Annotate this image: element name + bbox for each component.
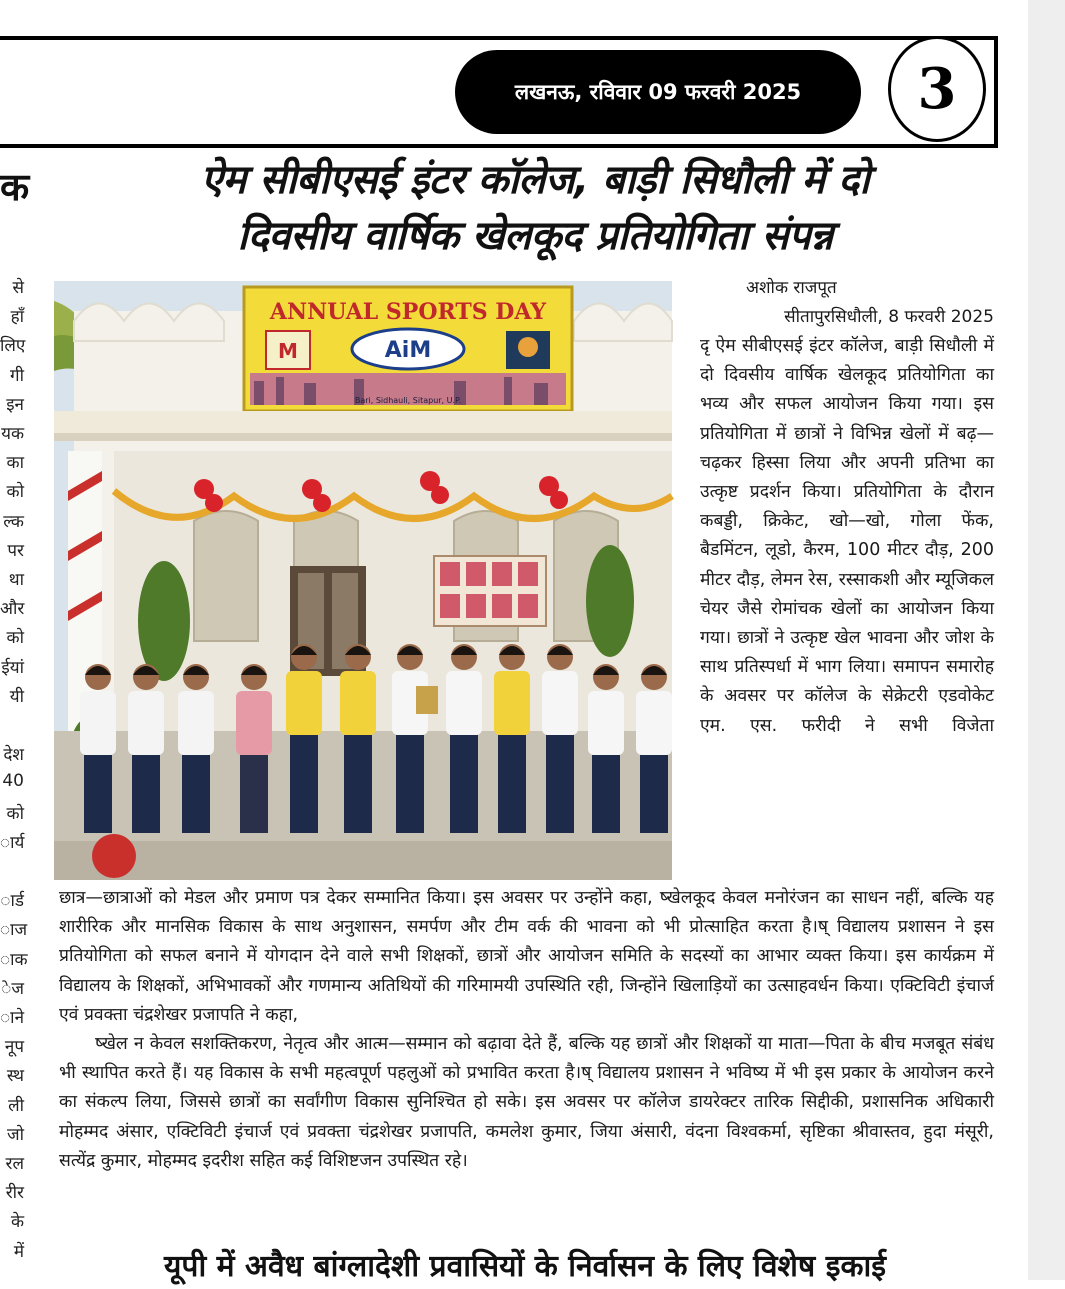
- adjacent-column-fragment: ार्य: [0, 832, 25, 853]
- masthead-date: लखनऊ, रविवार 09 फरवरी 2025: [455, 50, 861, 134]
- article-byline: अशोक राजपूत: [746, 278, 837, 298]
- adjacent-column-fragment: ईयां: [1, 657, 24, 678]
- masthead-rule-right: [994, 36, 998, 148]
- adjacent-column-fragment: को: [6, 482, 24, 503]
- article-photo: [54, 281, 672, 880]
- adjacent-column-fragment: के: [10, 1212, 24, 1233]
- adjacent-column-fragment: हाँ: [10, 307, 24, 328]
- adjacent-column-fragment: देश: [3, 745, 24, 766]
- adjacent-column-fragment: में: [13, 1241, 24, 1262]
- adjacent-column-fragment: लिए: [0, 336, 26, 357]
- adjacent-column-fragment: जो: [6, 1124, 24, 1145]
- adjacent-column-fragment: था: [8, 570, 24, 590]
- adjacent-column-fragment: यक: [1, 424, 24, 444]
- adjacent-column-fragment: ाज: [0, 920, 28, 941]
- article-dateline: सीतापुरसिधौली, 8 फरवरी 2025: [784, 307, 994, 327]
- adjacent-column-fragment: नूप: [4, 1037, 24, 1058]
- banner-address: Bari, Sidhauli, Sitapur, U.P.: [354, 396, 462, 405]
- adjacent-column-fragment: से: [12, 278, 24, 298]
- adjacent-column-fragment: 40: [2, 771, 24, 792]
- article-side-text: दृ ऐम सीबीएसई इंटर कॉलेज, बाड़ी सिधौली में दो दिवसीय वार्षिक खेलकूद प्रतियोगिता का भव्य और सफल आयोजन किया गया। इस प्रतियोगिता में छात्रों ने विभिन्न खेलों में बढ़—चढ़कर हिस्सा लिया और अपनी प्रतिभा का उत्कृष्ट प्रदर्शन किया। प्रतियोगिता के दौरान कबड्डी, क्रिकेट, खो—खो, गोला फेंक, बैडमिंटन, लूडो, कैरम, 100 मीटर दौड़, 200 मीटर दौड़, लेमन रेस, रस्साकशी और म्यूजिकल चेयर जैसे रोमांचक खेलों का आयोजन किया गया। छात्रों ने उत्कृष्ट खेल भावना और जोश के साथ प्रतिस्पर्धा में भाग लिया। समापन समारोह के अवसर पर कॉलेज के सेक्रेटरी एडवोकेट एम. एस. फरीदी ने सभी विजेता: [700, 336, 994, 736]
- masthead-rule-top: [0, 36, 998, 40]
- adjacent-column-fragment: रल: [5, 1154, 24, 1174]
- adjacent-column-fragment: और: [0, 599, 25, 620]
- article-paragraph-2: ष्खेल न केवल सशक्तिकरण, नेतृत्व और आत्म—सम्मान को बढ़ावा देते हैं, बल्कि यह छात्रों और शिक्षकों या माता—पिता के बीच मजबूत संबंध भी स्थापित करते हैं। यह विकास के सभी महत्वपूर्ण पहलुओं को प्रभावित करता है।ष् विद्यालय प्रशासन ने भविष्य में भी इस प्रकार के आयोजन करने का संकल्प लिया, जिससे छात्रों का सर्वांगीण विकास सुनिश्चित हो सके। इस अवसर पर कॉलेज डायरेक्टर तारिक सिद्दीकी, प्रशासनिक अधिकारी मोहम्मद अंसार, एक्टिविटी इंचार्ज एवं प्रवक्ता चंद्रशेखर प्रजापति, कमलेश कुमार, जिया अंसारी, वंदना विश्वकर्मा, सृष्टिका श्रीवास्तव, हुदा मंसूरी, सत्येंद्र कुमार, मोहम्मद इदरीश सहित कई विशिष्टजन उपस्थित रहे।: [59, 1034, 994, 1171]
- svg-text:M: M: [278, 339, 298, 363]
- adjacent-headline-fragment: क: [0, 165, 30, 209]
- article-body: [59, 884, 994, 1176]
- article-paragraph-1: छात्र—छात्राओं को मेडल और प्रमाण पत्र देकर सम्मानित किया। इस अवसर पर उन्होंने कहा, ष्खेलकूद केवल मनोरंजन का साधन नहीं, बल्कि यह शारीरिक और मानसिक विकास के साथ अनुशासन, समर्पण और टीम वर्क की भावना को भी प्रोत्साहित करता है।ष् विद्यालय प्रशासन ने इस प्रतियोगिता को सफल बनाने में योगदान देने वाले सभी शिक्षकों, छात्रों और आयोजन समिति के सदस्यों का आभार व्यक्त किया। इस कार्यक्रम में विद्यालय के शिक्षकों, अभिभावकों और गणमान्य अतिथियों की गरिमामयी उपस्थिति रही, जिन्होंने खिलाड़ियों का उत्साहवर्धन किया। एक्टिविटी इंचार्ज एवं प्रवक्ता चंद्रशेखर प्रजापति ने कहा,: [59, 888, 994, 1025]
- adjacent-column-fragment: पर: [7, 540, 24, 561]
- adjacent-column-fragment: ार्ड: [0, 891, 24, 912]
- masthead-rule-bottom: [0, 144, 998, 148]
- banner-title: ANNUAL SPORTS DAY: [269, 299, 547, 325]
- adjacent-column-fragment: इन: [6, 394, 24, 415]
- adjacent-column-fragment: ली: [8, 1095, 24, 1116]
- headline-line-1: ऐम सीबीएसई इंटर कॉलेज, बाड़ी सिधौली में दो: [200, 157, 870, 203]
- adjacent-column-fragment: यी: [9, 686, 24, 707]
- page-number: 3: [888, 36, 986, 142]
- headline-line-2: दिवसीय वार्षिक खेलकूद प्रतियोगिता संपन्न: [237, 213, 833, 259]
- banner-logo: AiM: [384, 338, 432, 363]
- adjacent-column-fragment: का: [6, 453, 24, 474]
- adjacent-column-fragment: ेज: [1, 978, 24, 999]
- adjacent-column-fragment: को: [6, 803, 24, 824]
- adjacent-column-fragment: गी: [10, 365, 24, 386]
- article-headline: [40, 152, 1030, 264]
- adjacent-column-fragment: रीर: [5, 1183, 24, 1204]
- adjacent-column-fragment: स्थ: [6, 1066, 24, 1087]
- adjacent-column-fragment: को: [6, 628, 24, 649]
- next-article-headline: यूपी में अवैध बांग्लादेशी प्रवासियों के निर्वासन के लिए विशेष इकाई: [164, 1249, 886, 1284]
- adjacent-column-fragment: ाक: [0, 949, 28, 970]
- adjacent-column-fragment: ाने: [0, 1008, 24, 1028]
- article-side-column: [700, 274, 994, 741]
- adjacent-column-fragment: ल्क: [3, 511, 24, 532]
- page-margin: [1028, 0, 1065, 1280]
